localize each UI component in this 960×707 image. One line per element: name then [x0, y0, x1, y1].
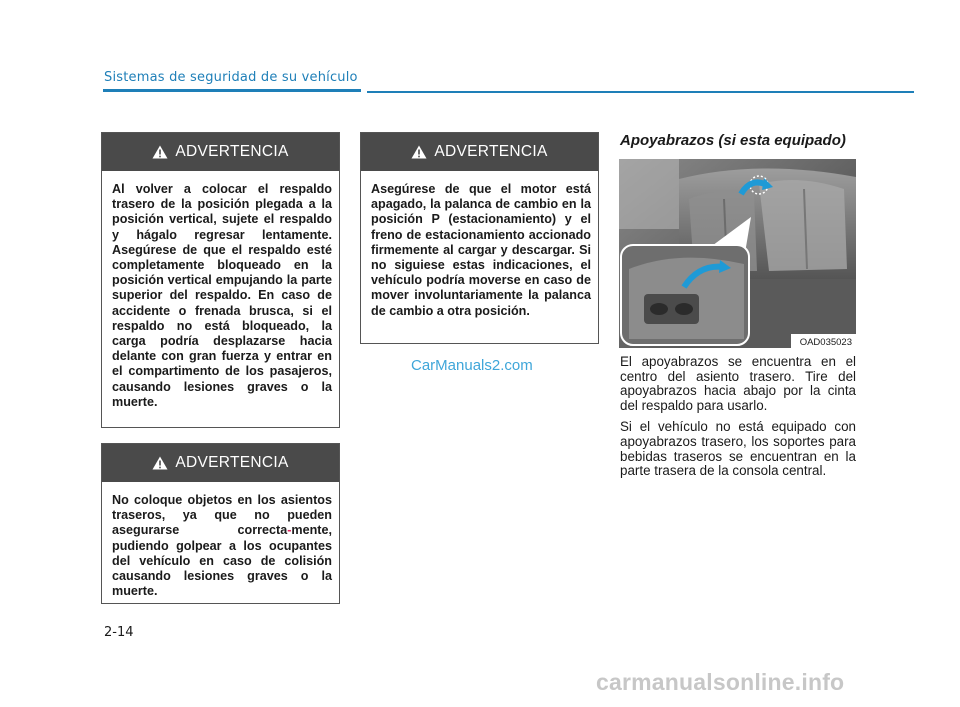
warning-text: Al volver a colocar el respaldo trasero de la posición plegada a la posición vertical, sujete el respaldo y hágalo regresar lentamente. Asegúrese de que el respaldo esté completamente bloqueado en la posición vertical empujando la parte superior del respaldo. En caso de accidente o frenada brusca, si el respaldo no está bloqueado, la carga podría desplazarse hacia delante con gran fuerza y entrar en el compartimento de los pasajeros, causando lesiones graves o la muerte.	[112, 182, 332, 409]
warning-box-seatback	[101, 132, 340, 428]
image-code: OAD035023	[799, 337, 852, 348]
warning-heading: ADVERTENCIA	[434, 143, 548, 160]
warning-text-part1: No coloque objetos en los asientos traseros, ya que no pueden asegurarse correcta	[112, 493, 332, 538]
footer-watermark: carmanualsonline.info	[596, 669, 845, 695]
site-watermark: CarManuals2.com	[411, 357, 533, 374]
warning-header	[361, 133, 598, 171]
warning-text-hyphen: -	[287, 523, 292, 538]
warning-text-part2: mente, pudiendo golpear a los ocupantes del vehículo en caso de colisión causando lesiones graves o la muerte.	[112, 523, 332, 599]
warning-triangle-icon	[411, 145, 427, 159]
warning-box-objects	[101, 443, 340, 604]
section-body	[620, 355, 856, 486]
header-rule-thick	[103, 89, 361, 92]
warning-triangle-icon	[152, 145, 168, 159]
section-header-title: Sistemas de seguridad de su vehículo	[104, 70, 358, 85]
warning-heading: ADVERTENCIA	[175, 143, 289, 160]
header-rule-thin	[367, 91, 914, 93]
warning-text	[102, 482, 339, 607]
section-title: Apoyabrazos (si esta equipado)	[620, 132, 846, 149]
paragraph: Si el vehículo no está equipado con apoyabrazos trasero, los soportes para bebidas traseros se encuentran en la parte trasera de la consola central.	[620, 419, 856, 479]
warning-text: Asegúrese de que el motor está apagado, la palanca de cambio en la posición P (estacionamiento) y el freno de estacionamiento accionado firmemente al cargar y descargar. Si no siguiese estas indicaciones, el vehículo podría moverse en caso de mover involuntariamente la palanca de cambio a otra posición.	[371, 182, 591, 318]
armrest-photo	[619, 159, 856, 348]
warning-triangle-icon	[152, 456, 168, 470]
warning-heading: ADVERTENCIA	[175, 454, 289, 471]
page-number: 2-14	[104, 625, 134, 640]
warning-header	[102, 444, 339, 482]
rear-seat-illustration	[619, 159, 856, 348]
paragraph: El apoyabrazos se encuentra en el centro del asiento trasero. Tire del apoyabrazos hacia abajo por la cinta del respaldo para usarlo.	[620, 354, 856, 413]
warning-box-parking	[360, 132, 599, 344]
warning-header	[102, 133, 339, 171]
